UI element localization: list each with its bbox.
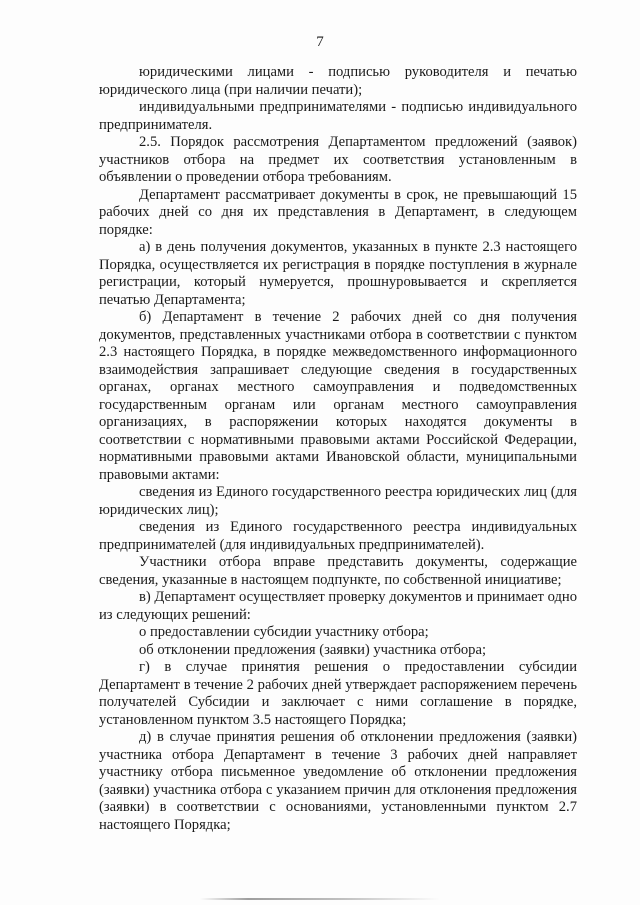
section-2-5-paragraph: 2.5. Порядок рассмотрения Департаментом предложений (заявок) участников отбора на предмет их соответствия установленным в объявлении о проведении отбора требованиям. xyxy=(99,134,577,185)
paragraph: Участники отбора вправе представить документы, содержащие сведения, указанные в настоящем подпункте, по собственной инициативе; xyxy=(99,554,577,588)
item-g-paragraph: г) в случае принятия решения о предоставлении субсидии Департамент в течение 2 рабочих дней утверждает распоряжением перечень получателей Субсидии и заключает с ними соглашение в порядке, установленном пунктом 3.5 настоящего Порядка; xyxy=(99,659,577,728)
paragraph: юридическими лицами - подписью руководителя и печатью юридического лица (при наличии печати); xyxy=(99,64,577,98)
document-body xyxy=(99,64,577,834)
paragraph: об отклонении предложения (заявки) участника отбора; xyxy=(139,641,487,658)
item-d-paragraph: д) в случае принятия решения об отклонении предложения (заявки) участника отбора Департамент в течение 3 рабочих дней направляет участнику отбора письменное уведомление об отклонении предложения (заявки) участника отбора с указанием причин для отклонения предложения (заявки) в соответствии с основаниями, установленными пунктом 2.7 настоящего Порядка; xyxy=(99,729,577,833)
scan-edge-mark xyxy=(200,898,440,900)
paragraph: сведения из Единого государственного реестра индивидуальных предпринимателей (для индивидуальных предпринимателей). xyxy=(99,519,577,553)
item-b-paragraph: б) Департамент в течение 2 рабочих дней со дня получения документов, представленных участниками отбора в соответствии с пунктом 2.3 настоящего Порядка, в порядке межведомственного информационного взаимодействия запрашивает следующие сведения в государственных органах, органах местного самоуправления и подведомственных государственным органам или органам местного самоуправления организациях, в распоряжении которых находятся документы в соответствии с нормативными правовыми актами Российской Федерации, нормативными правовыми актами Ивановской области, муниципальными правовыми актами: xyxy=(99,309,577,483)
paragraph: сведения из Единого государственного реестра юридических лиц (для юридических лиц); xyxy=(99,484,577,518)
item-a-paragraph: а) в день получения документов, указанных в пункте 2.3 настоящего Порядка, осуществляется их регистрация в порядке поступления в журнале регистрации, который нумеруется, прошнуровывается и скрепляется печатью Департамента; xyxy=(99,239,577,308)
item-v-paragraph: в) Департамент осуществляет проверку документов и принимает одно из следующих решений: xyxy=(99,589,577,623)
paragraph: о предоставлении субсидии участнику отбора; xyxy=(139,624,429,640)
page-number: 7 xyxy=(316,34,324,50)
paragraph: Департамент рассматривает документы в срок, не превышающий 15 рабочих дней со дня их представления в Департамент, в следующем порядке: xyxy=(99,186,577,238)
paragraph: индивидуальными предпринимателями - подписью индивидуального предпринимателя. xyxy=(99,99,577,133)
